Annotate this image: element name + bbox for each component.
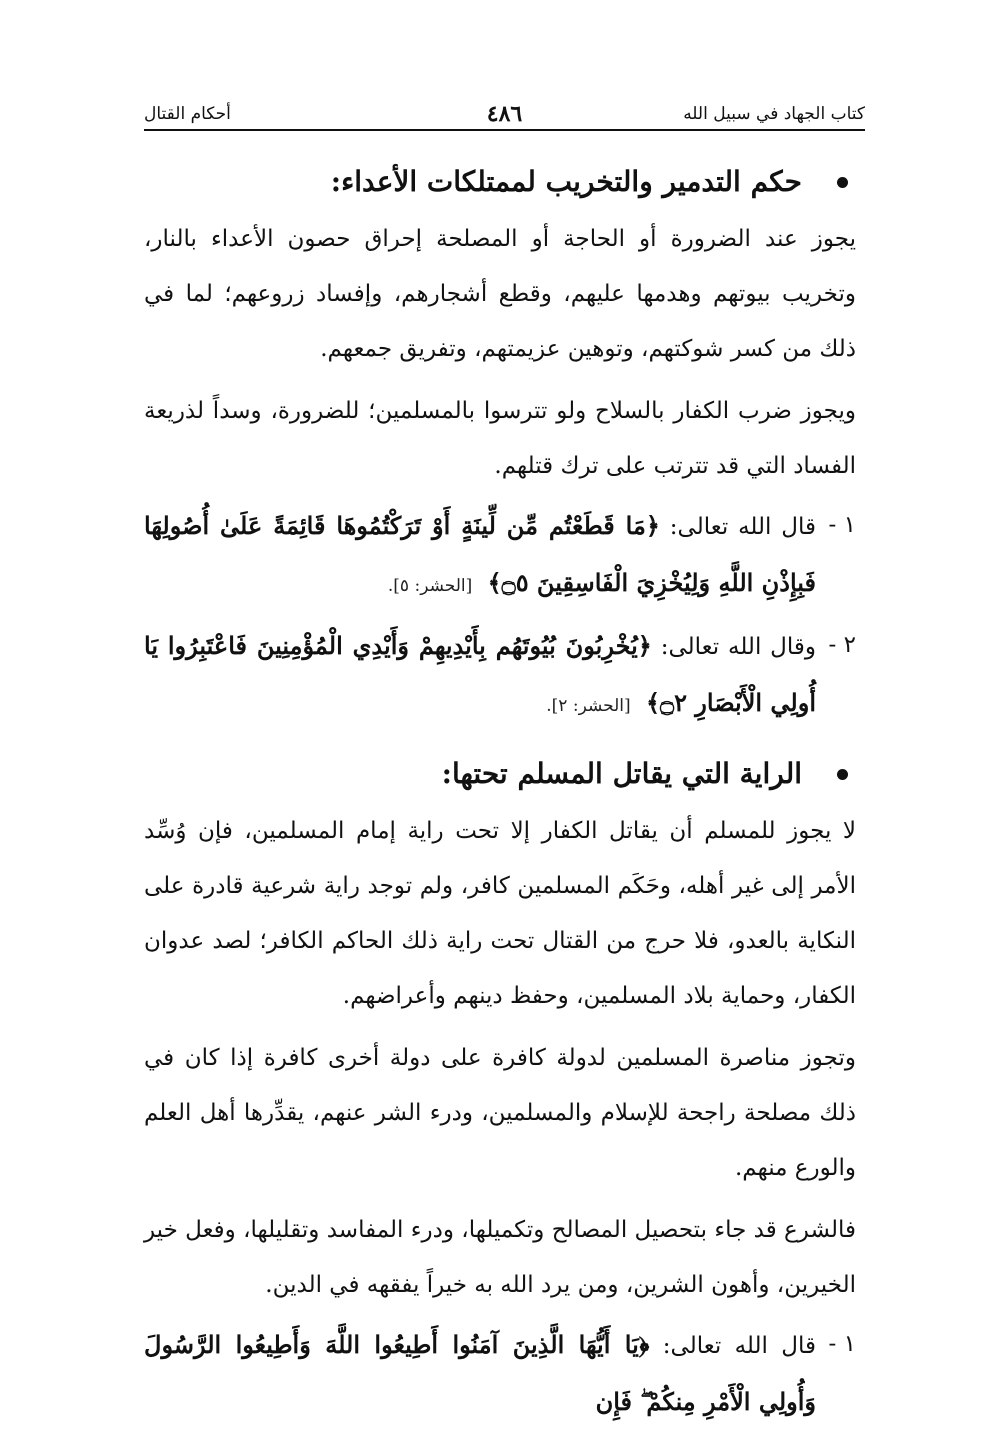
paragraph: ويجوز ضرب الكفار بالسلاح ولو تترسوا بالمسلمين؛ للضرورة، وسداً لذريعة الفساد التي قد تترتب على ترك قتلهم. [144, 398, 856, 479]
quran-verse: ﴿يَا أَيُّهَا الَّذِينَ آمَنُوا أَطِيعُوا اللَّهَ وَأَطِيعُوا الرَّسُولَ وَأُولِي الْأَمْرِ مِنكُمْ ۖ فَإِن [144, 1330, 816, 1416]
verse-intro: قال الله تعالى: [662, 1333, 817, 1359]
chapter-title: أحكام القتال [144, 104, 231, 124]
item-number: ١ - [828, 1331, 856, 1357]
section-heading: الراية التي يقاتل المسلم تحتها: [144, 744, 856, 804]
bullet-icon [837, 769, 848, 780]
quran-verse: ﴿يُخْرِبُونَ بُيُوتَهُم بِأَيْدِيهِمْ وَأَيْدِي الْمُؤْمِنِينَ فَاعْتَبِرُوا يَا أُولِي الْأَبْصَارِ ۝٢﴾ [144, 631, 816, 717]
paragraph: يجوز عند الضرورة أو الحاجة أو المصلحة إحراق حصون الأعداء بالنار، وتخريب بيوتهم وهدمها عليهم، وقطع أشجارهم، وإفساد زروعهم؛ لما في ذلك من كسر شوكتهم، وتوهين عزيمتهم، وتفريق جمعهم. [144, 226, 856, 362]
bullet-icon [837, 177, 848, 188]
header-divider [144, 129, 865, 131]
item-number: ١ - [828, 512, 856, 538]
paragraph: فالشرع قد جاء بتحصيل المصالح وتكميلها، ودرء المفاسد وتقليلها، وفعل خير الخيرين، وأهون الشرين، ومن يرد الله به خيراً يفقهه في الدين. [143, 1217, 856, 1298]
paragraph: لا يجوز للمسلم أن يقاتل الكفار إلا تحت راية إمام المسلمين، فإن وُسِّد الأمر إلى غير أهله، وحَكَم المسلمين كافر، ولم توجد راية شرعية قادرة على النكاية بالعدو، فلا حرج من القتال تحت راية ذلك الحاكم الكافر؛ لصد عدوان الكفار، وحماية بلاد المسلمين، وحفظ دينهم وأعراضهم. [144, 818, 856, 1009]
verse-item [144, 618, 856, 734]
verse-intro: وقال الله تعالى: [660, 634, 817, 660]
quran-verse: ﴿مَا قَطَعْتُم مِّن لِّينَةٍ أَوْ تَرَكْتُمُوهَا قَائِمَةً عَلَىٰ أُصُولِهَا فَبِإِذْنِ اللَّهِ وَلِيُخْزِيَ الْفَاسِقِينَ ۝٥﴾ [144, 511, 816, 597]
running-header [144, 98, 865, 130]
item-number: ٢ - [828, 632, 856, 658]
page-body [144, 152, 856, 1431]
page-number: ٤٨٦ [486, 101, 523, 127]
verse-item [144, 1317, 856, 1431]
verse-reference: [الحشر: ٥]. [387, 576, 473, 596]
verse-intro: قال الله تعالى: [669, 514, 817, 540]
paragraph: وتجوز مناصرة المسلمين لدولة كافرة على دولة أخرى كافرة إذا كان في ذلك مصلحة راجحة للإسلام والمسلمين، ودرء الشر عنهم، يقدِّرها أهل العلم والورع منهم. [144, 1045, 856, 1181]
book-title: كتاب الجهاد في سبيل الله [683, 104, 865, 124]
verse-reference: [الحشر: ٢]. [546, 696, 631, 716]
verse-item [144, 498, 856, 614]
section-heading: حكم التدمير والتخريب لممتلكات الأعداء: [144, 152, 856, 212]
